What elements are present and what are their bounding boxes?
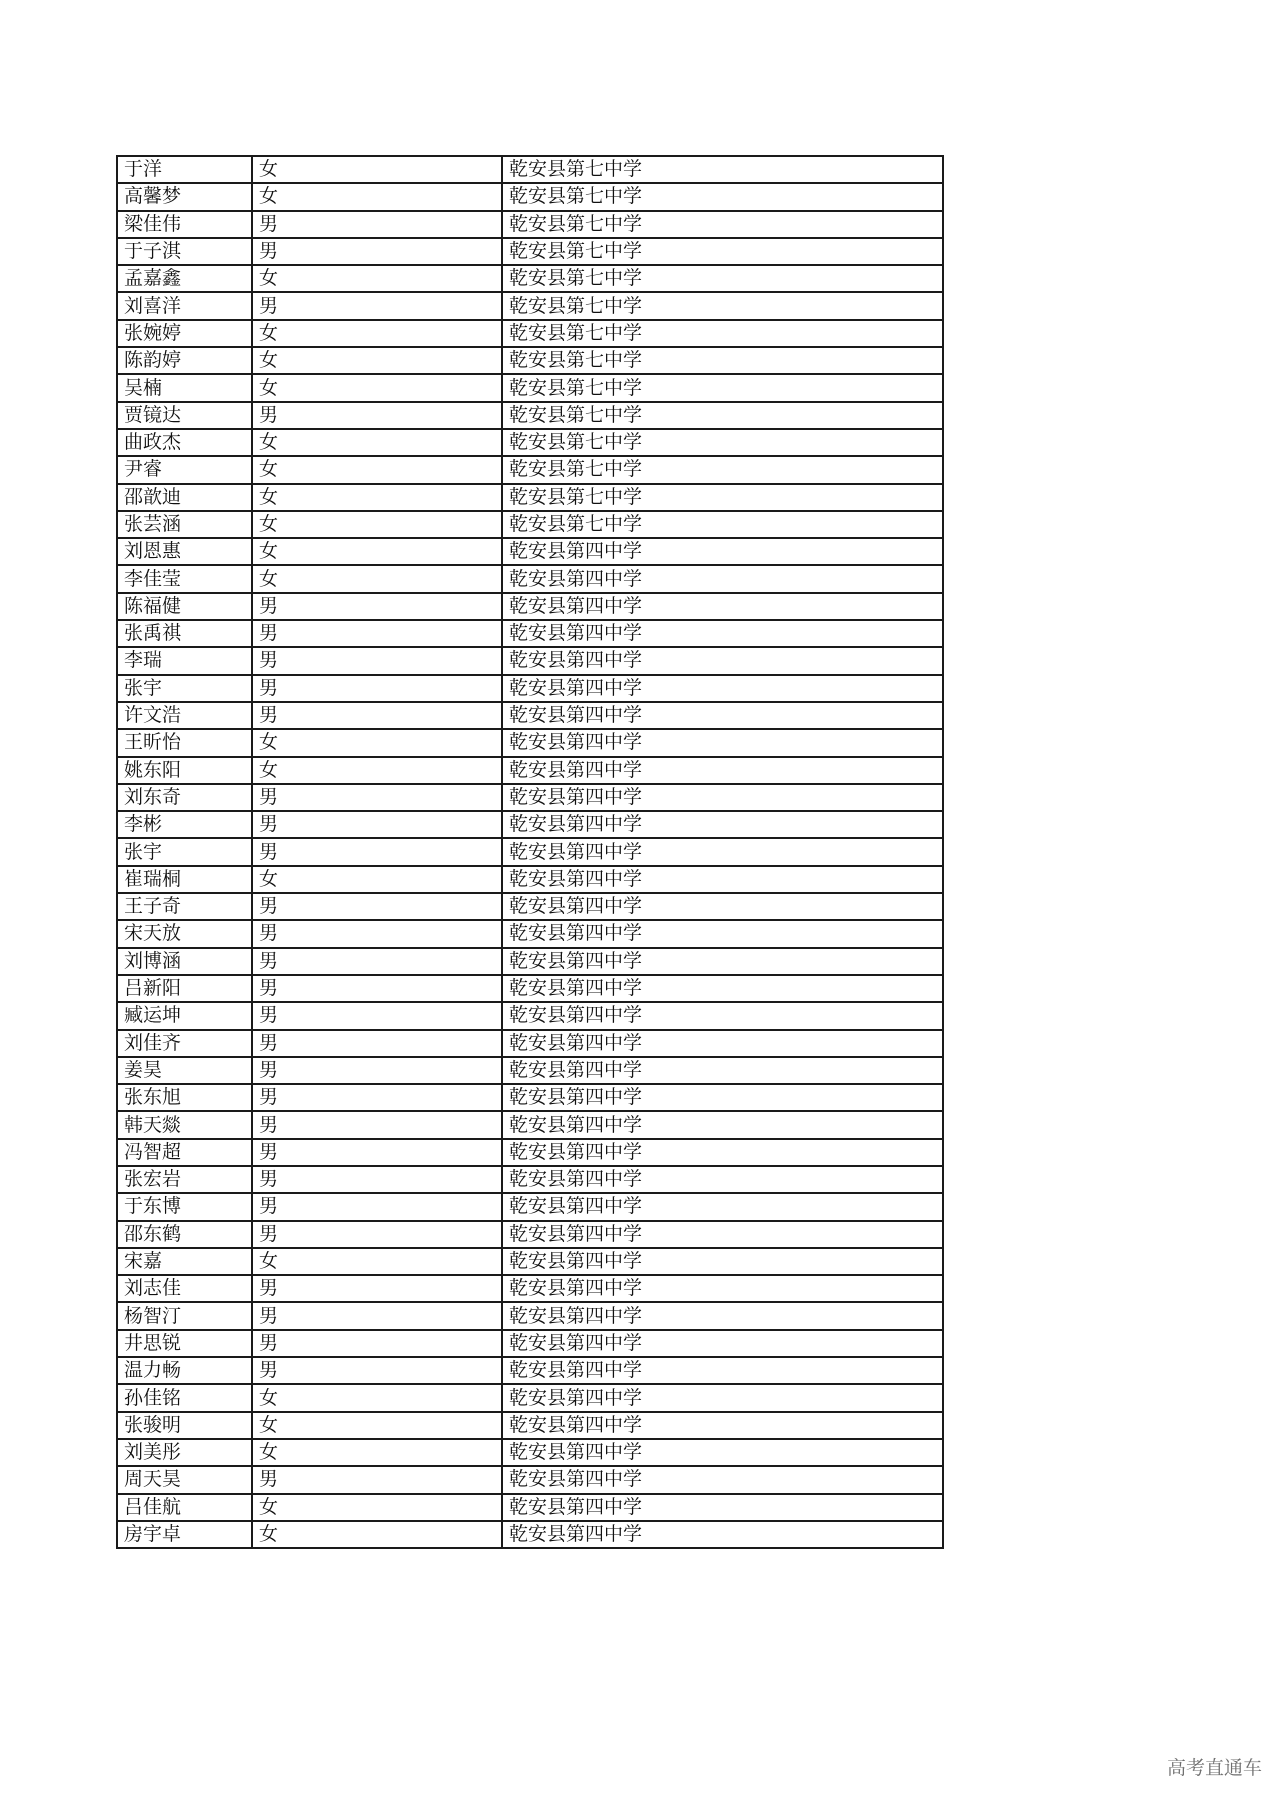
table-row bbox=[117, 1139, 943, 1166]
gender-cell: 男 bbox=[252, 1030, 502, 1057]
school-cell: 乾安县第四中学 bbox=[502, 1221, 943, 1248]
school-cell: 乾安县第四中学 bbox=[502, 1521, 943, 1548]
gender-cell: 女 bbox=[252, 320, 502, 347]
table-row bbox=[117, 429, 943, 456]
school-cell: 乾安县第四中学 bbox=[502, 784, 943, 811]
school-cell: 乾安县第四中学 bbox=[502, 1030, 943, 1057]
table-row bbox=[117, 1057, 943, 1084]
student-name-cell: 冯智超 bbox=[117, 1139, 252, 1166]
student-name-cell: 温力畅 bbox=[117, 1357, 252, 1384]
student-name-cell: 张芸涵 bbox=[117, 511, 252, 538]
student-name-cell: 贾镜达 bbox=[117, 402, 252, 429]
student-name-cell: 李瑞 bbox=[117, 647, 252, 674]
gender-cell: 男 bbox=[252, 1084, 502, 1111]
student-name-cell: 曲政杰 bbox=[117, 429, 252, 456]
table-row bbox=[117, 702, 943, 729]
student-name-cell: 陈福健 bbox=[117, 593, 252, 620]
student-name-cell: 邵歆迪 bbox=[117, 484, 252, 511]
student-name-cell: 邵东鹤 bbox=[117, 1221, 252, 1248]
student-name-cell: 刘佳齐 bbox=[117, 1030, 252, 1057]
school-cell: 乾安县第七中学 bbox=[502, 402, 943, 429]
gender-cell: 男 bbox=[252, 1166, 502, 1193]
gender-cell: 男 bbox=[252, 838, 502, 865]
student-name-cell: 王昕怡 bbox=[117, 729, 252, 756]
student-name-cell: 孙佳铭 bbox=[117, 1384, 252, 1411]
table-row bbox=[117, 1111, 943, 1138]
table-row bbox=[117, 1248, 943, 1275]
school-cell: 乾安县第七中学 bbox=[502, 429, 943, 456]
school-cell: 乾安县第四中学 bbox=[502, 1111, 943, 1138]
student-name-cell: 井思锐 bbox=[117, 1330, 252, 1357]
gender-cell: 女 bbox=[252, 1494, 502, 1521]
student-name-cell: 刘东奇 bbox=[117, 784, 252, 811]
student-name-cell: 高馨梦 bbox=[117, 183, 252, 210]
school-cell: 乾安县第四中学 bbox=[502, 1439, 943, 1466]
student-name-cell: 李佳莹 bbox=[117, 565, 252, 592]
table-row bbox=[117, 565, 943, 592]
table-row bbox=[117, 265, 943, 292]
school-cell: 乾安县第四中学 bbox=[502, 1057, 943, 1084]
gender-cell: 女 bbox=[252, 729, 502, 756]
gender-cell: 男 bbox=[252, 1330, 502, 1357]
table-row bbox=[117, 374, 943, 401]
school-cell: 乾安县第七中学 bbox=[502, 456, 943, 483]
school-cell: 乾安县第四中学 bbox=[502, 1166, 943, 1193]
school-cell: 乾安县第七中学 bbox=[502, 374, 943, 401]
student-name-cell: 宋天放 bbox=[117, 920, 252, 947]
school-cell: 乾安县第七中学 bbox=[502, 238, 943, 265]
student-name-cell: 尹睿 bbox=[117, 456, 252, 483]
gender-cell: 男 bbox=[252, 1057, 502, 1084]
gender-cell: 男 bbox=[252, 1193, 502, 1220]
gender-cell: 男 bbox=[252, 1221, 502, 1248]
table-row bbox=[117, 538, 943, 565]
student-name-cell: 吴楠 bbox=[117, 374, 252, 401]
gender-cell: 男 bbox=[252, 948, 502, 975]
table-row bbox=[117, 211, 943, 238]
gender-cell: 女 bbox=[252, 156, 502, 183]
table-row bbox=[117, 183, 943, 210]
gender-cell: 女 bbox=[252, 347, 502, 374]
school-cell: 乾安县第七中学 bbox=[502, 265, 943, 292]
table-row bbox=[117, 1412, 943, 1439]
table-row bbox=[117, 484, 943, 511]
student-name-cell: 吕新阳 bbox=[117, 975, 252, 1002]
school-cell: 乾安县第四中学 bbox=[502, 1002, 943, 1029]
school-cell: 乾安县第四中学 bbox=[502, 1384, 943, 1411]
table-row bbox=[117, 402, 943, 429]
table-row bbox=[117, 975, 943, 1002]
table-row bbox=[117, 456, 943, 483]
table-row bbox=[117, 1384, 943, 1411]
student-name-cell: 于东博 bbox=[117, 1193, 252, 1220]
gender-cell: 男 bbox=[252, 675, 502, 702]
school-cell: 乾安县第七中学 bbox=[502, 211, 943, 238]
gender-cell: 女 bbox=[252, 456, 502, 483]
student-name-cell: 张宏岩 bbox=[117, 1166, 252, 1193]
gender-cell: 女 bbox=[252, 374, 502, 401]
gender-cell: 男 bbox=[252, 593, 502, 620]
gender-cell: 女 bbox=[252, 1384, 502, 1411]
student-name-cell: 姚东阳 bbox=[117, 757, 252, 784]
school-cell: 乾安县第四中学 bbox=[502, 920, 943, 947]
school-cell: 乾安县第四中学 bbox=[502, 729, 943, 756]
student-name-cell: 宋嘉 bbox=[117, 1248, 252, 1275]
school-cell: 乾安县第四中学 bbox=[502, 675, 943, 702]
gender-cell: 男 bbox=[252, 784, 502, 811]
student-name-cell: 张东旭 bbox=[117, 1084, 252, 1111]
student-name-cell: 孟嘉鑫 bbox=[117, 265, 252, 292]
student-name-cell: 于子淇 bbox=[117, 238, 252, 265]
student-name-cell: 张婉婷 bbox=[117, 320, 252, 347]
gender-cell: 男 bbox=[252, 1302, 502, 1329]
student-name-cell: 张宇 bbox=[117, 675, 252, 702]
school-cell: 乾安县第七中学 bbox=[502, 292, 943, 319]
school-cell: 乾安县第四中学 bbox=[502, 1084, 943, 1111]
gender-cell: 女 bbox=[252, 1521, 502, 1548]
table-row bbox=[117, 238, 943, 265]
gender-cell: 女 bbox=[252, 538, 502, 565]
school-cell: 乾安县第七中学 bbox=[502, 484, 943, 511]
watermark-text: 高考直通车 bbox=[1166, 1757, 1262, 1779]
table-row bbox=[117, 1002, 943, 1029]
school-cell: 乾安县第四中学 bbox=[502, 1302, 943, 1329]
school-cell: 乾安县第四中学 bbox=[502, 1139, 943, 1166]
school-cell: 乾安县第七中学 bbox=[502, 156, 943, 183]
table-row bbox=[117, 1084, 943, 1111]
table-row bbox=[117, 593, 943, 620]
student-name-cell: 吕佳航 bbox=[117, 1494, 252, 1521]
gender-cell: 女 bbox=[252, 1248, 502, 1275]
student-name-cell: 刘志佳 bbox=[117, 1275, 252, 1302]
gender-cell: 男 bbox=[252, 1275, 502, 1302]
student-name-cell: 周天昊 bbox=[117, 1466, 252, 1493]
school-cell: 乾安县第四中学 bbox=[502, 893, 943, 920]
school-cell: 乾安县第四中学 bbox=[502, 538, 943, 565]
table-row bbox=[117, 620, 943, 647]
table-row bbox=[117, 647, 943, 674]
gender-cell: 女 bbox=[252, 511, 502, 538]
gender-cell: 男 bbox=[252, 620, 502, 647]
student-name-cell: 韩天燚 bbox=[117, 1111, 252, 1138]
table-row bbox=[117, 838, 943, 865]
gender-cell: 男 bbox=[252, 893, 502, 920]
school-cell: 乾安县第四中学 bbox=[502, 1193, 943, 1220]
school-cell: 乾安县第四中学 bbox=[502, 1275, 943, 1302]
gender-cell: 女 bbox=[252, 565, 502, 592]
school-cell: 乾安县第四中学 bbox=[502, 620, 943, 647]
school-cell: 乾安县第四中学 bbox=[502, 565, 943, 592]
gender-cell: 男 bbox=[252, 292, 502, 319]
student-name-cell: 许文浩 bbox=[117, 702, 252, 729]
school-cell: 乾安县第七中学 bbox=[502, 347, 943, 374]
table-row bbox=[117, 1494, 943, 1521]
student-name-cell: 杨智汀 bbox=[117, 1302, 252, 1329]
gender-cell: 女 bbox=[252, 484, 502, 511]
table-row bbox=[117, 1302, 943, 1329]
student-name-cell: 李彬 bbox=[117, 811, 252, 838]
school-cell: 乾安县第四中学 bbox=[502, 948, 943, 975]
table-row bbox=[117, 511, 943, 538]
table-row bbox=[117, 811, 943, 838]
school-cell: 乾安县第四中学 bbox=[502, 1494, 943, 1521]
table-row bbox=[117, 1030, 943, 1057]
student-name-cell: 刘美彤 bbox=[117, 1439, 252, 1466]
gender-cell: 女 bbox=[252, 265, 502, 292]
table-row bbox=[117, 1439, 943, 1466]
student-name-cell: 刘喜洋 bbox=[117, 292, 252, 319]
gender-cell: 女 bbox=[252, 866, 502, 893]
gender-cell: 男 bbox=[252, 811, 502, 838]
school-cell: 乾安县第四中学 bbox=[502, 757, 943, 784]
table-row bbox=[117, 1275, 943, 1302]
table-row bbox=[117, 920, 943, 947]
gender-cell: 女 bbox=[252, 429, 502, 456]
student-name-cell: 张骏明 bbox=[117, 1412, 252, 1439]
gender-cell: 男 bbox=[252, 402, 502, 429]
student-name-cell: 王子奇 bbox=[117, 893, 252, 920]
gender-cell: 男 bbox=[252, 1139, 502, 1166]
student-name-cell: 刘恩惠 bbox=[117, 538, 252, 565]
school-cell: 乾安县第七中学 bbox=[502, 183, 943, 210]
table-row bbox=[117, 1357, 943, 1384]
school-cell: 乾安县第四中学 bbox=[502, 811, 943, 838]
gender-cell: 男 bbox=[252, 647, 502, 674]
gender-cell: 男 bbox=[252, 1111, 502, 1138]
table-row bbox=[117, 1221, 943, 1248]
student-name-cell: 房宇卓 bbox=[117, 1521, 252, 1548]
student-name-cell: 梁佳伟 bbox=[117, 211, 252, 238]
school-cell: 乾安县第七中学 bbox=[502, 320, 943, 347]
table-row bbox=[117, 1466, 943, 1493]
gender-cell: 女 bbox=[252, 757, 502, 784]
school-cell: 乾安县第四中学 bbox=[502, 838, 943, 865]
gender-cell: 女 bbox=[252, 1439, 502, 1466]
school-cell: 乾安县第四中学 bbox=[502, 1412, 943, 1439]
student-name-cell: 张宇 bbox=[117, 838, 252, 865]
gender-cell: 男 bbox=[252, 920, 502, 947]
school-cell: 乾安县第四中学 bbox=[502, 1330, 943, 1357]
school-cell: 乾安县第四中学 bbox=[502, 1466, 943, 1493]
table-row bbox=[117, 1330, 943, 1357]
school-cell: 乾安县第七中学 bbox=[502, 511, 943, 538]
school-cell: 乾安县第四中学 bbox=[502, 975, 943, 1002]
gender-cell: 男 bbox=[252, 238, 502, 265]
table-row bbox=[117, 784, 943, 811]
student-name-cell: 姜昊 bbox=[117, 1057, 252, 1084]
student-roster-table bbox=[116, 155, 944, 1549]
table-row bbox=[117, 948, 943, 975]
student-name-cell: 于洋 bbox=[117, 156, 252, 183]
school-cell: 乾安县第四中学 bbox=[502, 702, 943, 729]
table-row bbox=[117, 675, 943, 702]
student-name-cell: 刘博涵 bbox=[117, 948, 252, 975]
table-row bbox=[117, 156, 943, 183]
roster-body bbox=[117, 156, 943, 1548]
student-name-cell: 陈韵婷 bbox=[117, 347, 252, 374]
table-row bbox=[117, 729, 943, 756]
student-name-cell: 张禹祺 bbox=[117, 620, 252, 647]
student-name-cell: 臧运坤 bbox=[117, 1002, 252, 1029]
school-cell: 乾安县第四中学 bbox=[502, 593, 943, 620]
school-cell: 乾安县第四中学 bbox=[502, 866, 943, 893]
gender-cell: 男 bbox=[252, 1466, 502, 1493]
table-row bbox=[117, 866, 943, 893]
table-row bbox=[117, 320, 943, 347]
gender-cell: 女 bbox=[252, 1412, 502, 1439]
gender-cell: 男 bbox=[252, 975, 502, 1002]
gender-cell: 男 bbox=[252, 702, 502, 729]
table-row bbox=[117, 1193, 943, 1220]
school-cell: 乾安县第四中学 bbox=[502, 647, 943, 674]
table-row bbox=[117, 893, 943, 920]
gender-cell: 男 bbox=[252, 1002, 502, 1029]
school-cell: 乾安县第四中学 bbox=[502, 1248, 943, 1275]
gender-cell: 男 bbox=[252, 211, 502, 238]
table-row bbox=[117, 1521, 943, 1548]
table-row bbox=[117, 1166, 943, 1193]
table-row bbox=[117, 347, 943, 374]
table-row bbox=[117, 757, 943, 784]
gender-cell: 男 bbox=[252, 1357, 502, 1384]
school-cell: 乾安县第四中学 bbox=[502, 1357, 943, 1384]
table-row bbox=[117, 292, 943, 319]
gender-cell: 女 bbox=[252, 183, 502, 210]
student-name-cell: 崔瑞桐 bbox=[117, 866, 252, 893]
